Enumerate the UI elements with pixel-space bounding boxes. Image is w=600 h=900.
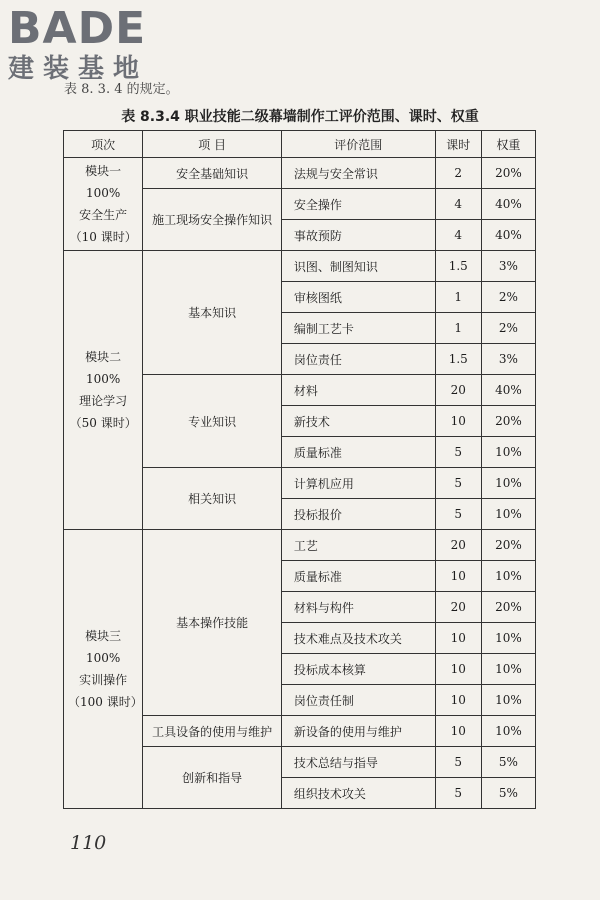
range-cell: 岗位责任制 <box>281 685 435 716</box>
item-cell: 基本知识 <box>143 251 282 375</box>
weight-cell: 10% <box>481 468 535 499</box>
weight-cell: 3% <box>481 344 535 375</box>
hours-cell: 4 <box>435 220 481 251</box>
weight-cell: 2% <box>481 313 535 344</box>
range-cell: 编制工艺卡 <box>281 313 435 344</box>
weight-cell: 10% <box>481 623 535 654</box>
table-caption: 表 8.3.4 职业技能二级幕墙制作工评价范围、课时、权重 <box>121 109 479 125</box>
hours-cell: 10 <box>435 406 481 437</box>
range-cell: 识图、制图知识 <box>281 251 435 282</box>
evaluation-table <box>63 130 536 809</box>
header-item: 项 目 <box>143 131 282 158</box>
item-cell: 创新和指导 <box>143 747 282 809</box>
range-cell: 技术难点及技术攻关 <box>281 623 435 654</box>
weight-cell: 3% <box>481 251 535 282</box>
hours-cell: 5 <box>435 437 481 468</box>
weight-cell: 5% <box>481 747 535 778</box>
hours-cell: 1.5 <box>435 344 481 375</box>
item-cell: 施工现场安全操作知识 <box>143 189 282 251</box>
item-cell: 基本操作技能 <box>143 530 282 716</box>
weight-cell: 10% <box>481 716 535 747</box>
range-cell: 新设备的使用与维护 <box>281 716 435 747</box>
module-label-3: （100 课时） <box>68 695 143 709</box>
hours-cell: 5 <box>435 499 481 530</box>
hours-cell: 10 <box>435 654 481 685</box>
weight-cell: 40% <box>481 375 535 406</box>
module-label-2: 安全生产 <box>79 208 128 222</box>
hours-cell: 1 <box>435 282 481 313</box>
range-cell: 安全操作 <box>281 189 435 220</box>
module-cell <box>64 158 143 251</box>
range-cell: 工艺 <box>281 530 435 561</box>
table-row <box>64 251 536 282</box>
item-cell: 工具设备的使用与维护 <box>143 716 282 747</box>
hours-cell: 4 <box>435 189 481 220</box>
item-cell: 安全基础知识 <box>143 158 282 189</box>
weight-cell: 20% <box>481 592 535 623</box>
hours-cell: 20 <box>435 592 481 623</box>
page-number: 110 <box>70 832 107 854</box>
range-cell: 组织技术攻关 <box>281 778 435 809</box>
table-row <box>64 530 536 561</box>
hours-cell: 20 <box>435 530 481 561</box>
range-cell: 审核图纸 <box>281 282 435 313</box>
hours-cell: 2 <box>435 158 481 189</box>
range-cell: 材料 <box>281 375 435 406</box>
logo-sub-text: 建装基地 <box>8 54 149 84</box>
item-cell: 相关知识 <box>143 468 282 530</box>
hours-cell: 1 <box>435 313 481 344</box>
range-cell: 投标成本核算 <box>281 654 435 685</box>
range-cell: 质量标准 <box>281 561 435 592</box>
range-cell: 质量标准 <box>281 437 435 468</box>
table-row <box>64 158 536 189</box>
range-cell: 计算机应用 <box>281 468 435 499</box>
weight-cell: 40% <box>481 220 535 251</box>
range-cell: 投标报价 <box>281 499 435 530</box>
module-label-3: （10 课时） <box>69 230 137 244</box>
module-label-2: 实训操作 <box>79 673 128 687</box>
weight-cell: 40% <box>481 189 535 220</box>
range-cell: 材料与构件 <box>281 592 435 623</box>
hours-cell: 1.5 <box>435 251 481 282</box>
hours-cell: 5 <box>435 747 481 778</box>
item-cell: 专业知识 <box>143 375 282 468</box>
header-weight: 权重 <box>481 131 535 158</box>
module-cell <box>64 530 143 809</box>
weight-cell: 10% <box>481 499 535 530</box>
range-cell: 法规与安全常识 <box>281 158 435 189</box>
weight-cell: 10% <box>481 654 535 685</box>
hours-cell: 10 <box>435 685 481 716</box>
header-range: 评价范围 <box>281 131 435 158</box>
module-label-2: 理论学习 <box>79 394 128 408</box>
module-label-3: （50 课时） <box>69 416 137 430</box>
weight-cell: 10% <box>481 561 535 592</box>
hours-cell: 10 <box>435 623 481 654</box>
header-module: 项次 <box>64 131 143 158</box>
logo-main-text: BADE <box>8 3 147 54</box>
module-label-1: 模块三 100% <box>85 629 122 665</box>
range-cell: 新技术 <box>281 406 435 437</box>
module-label-1: 模块一 100% <box>85 164 122 200</box>
weight-cell: 10% <box>481 437 535 468</box>
hours-cell: 5 <box>435 468 481 499</box>
intro-text: 表 8. 3. 4 的规定。 <box>64 82 179 97</box>
weight-cell: 20% <box>481 530 535 561</box>
table-header-row <box>64 131 536 158</box>
module-label-1: 模块二 100% <box>85 350 122 386</box>
module-cell <box>64 251 143 530</box>
weight-cell: 20% <box>481 406 535 437</box>
weight-cell: 20% <box>481 158 535 189</box>
header-hours: 课时 <box>435 131 481 158</box>
hours-cell: 10 <box>435 561 481 592</box>
hours-cell: 10 <box>435 716 481 747</box>
range-cell: 技术总结与指导 <box>281 747 435 778</box>
weight-cell: 10% <box>481 685 535 716</box>
hours-cell: 20 <box>435 375 481 406</box>
weight-cell: 5% <box>481 778 535 809</box>
weight-cell: 2% <box>481 282 535 313</box>
range-cell: 岗位责任 <box>281 344 435 375</box>
hours-cell: 5 <box>435 778 481 809</box>
range-cell: 事故预防 <box>281 220 435 251</box>
